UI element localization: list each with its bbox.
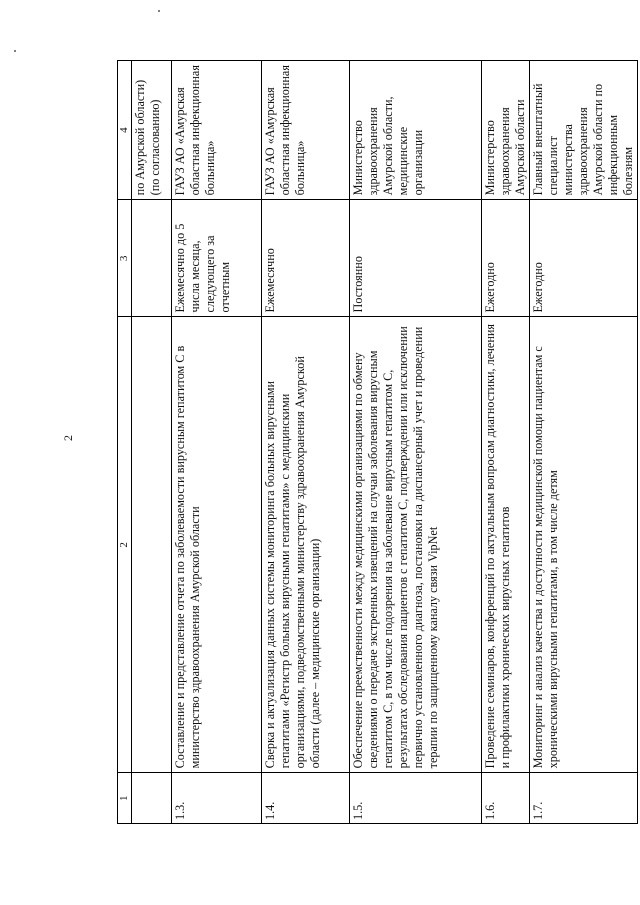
- table-row: [172, 61, 262, 824]
- row-number: [132, 773, 172, 824]
- row-action: Составление и представление отчета по заболеваемости вирусным гепатитом С в министерство здравоохранения Амурской области: [172, 317, 262, 773]
- table-row: [530, 61, 638, 824]
- row-number: 1.5.: [350, 773, 482, 824]
- table-row: [262, 61, 350, 824]
- row-number: 1.6.: [482, 773, 530, 824]
- column-header-3: 3: [118, 200, 132, 317]
- row-responsible: Главный внештатный специалист министерства здравоохранения Амурской области по инфекционным болезням: [530, 61, 638, 200]
- rotated-table-container: [117, 60, 635, 824]
- table-row: [132, 61, 172, 824]
- row-responsible: по Амурской области) (по согласованию): [132, 61, 172, 200]
- row-action: Мониторинг и анализ качества и доступности медицинской помощи пациентам с хроническими вирусными гепатитами, в том числе детям: [530, 317, 638, 773]
- page-number: 2: [61, 435, 75, 441]
- plan-table: [117, 60, 638, 824]
- row-term: Ежегодно: [530, 200, 638, 317]
- row-term: Ежемесячно: [262, 200, 350, 317]
- row-action: [132, 317, 172, 773]
- row-term: [132, 200, 172, 317]
- row-number: 1.7.: [530, 773, 638, 824]
- row-action: Проведение семинаров, конференций по актуальным вопросам диагностики, лечения и профилактики хронических вирусных гепатитов: [482, 317, 530, 773]
- scan-speck: [14, 50, 16, 52]
- table-header-row: [118, 61, 132, 824]
- column-header-2: 2: [118, 317, 132, 773]
- row-term: Ежемесячно до 5 числа месяца, следующего за отчетным: [172, 200, 262, 317]
- row-term: Постоянно: [350, 200, 482, 317]
- row-term: Ежегодно: [482, 200, 530, 317]
- row-responsible: ГАУЗ АО «Амурская областная инфекционная больница»: [172, 61, 262, 200]
- row-action: Обеспечение преемственности между медицинскими организациями по обмену сведениями о передаче экстренных извещений на случаи заболевания вирусным гепатитом С, в том числе подозрения на заболевание вирусным гепатитом С, результатах обследования пациентов с гепатитом С, подтверждении или исключении первично установленного диагноза, постановки на диспансерный учет и проведении терапии по защищенному каналу связи VipNet: [350, 317, 482, 773]
- row-action: Сверка и актуализация данных системы мониторинга больных вирусными гепатитами «Регистр больных вирусными гепатитами» с медицинскими организациями, подведомственными министерству здравоохранения Амурской области (далее – медицинские организации): [262, 317, 350, 773]
- row-responsible: Министерство здравоохранения Амурской области: [482, 61, 530, 200]
- row-number: 1.4.: [262, 773, 350, 824]
- row-responsible: ГАУЗ АО «Амурская областная инфекционная больница»: [262, 61, 350, 200]
- scan-speck: [158, 10, 160, 12]
- row-responsible: Министерство здравоохранения Амурской области, медицинские организации: [350, 61, 482, 200]
- table-row: [350, 61, 482, 824]
- table-row: [482, 61, 530, 824]
- column-header-4: 4: [118, 61, 132, 200]
- column-header-1: 1: [118, 773, 132, 824]
- row-number: 1.3.: [172, 773, 262, 824]
